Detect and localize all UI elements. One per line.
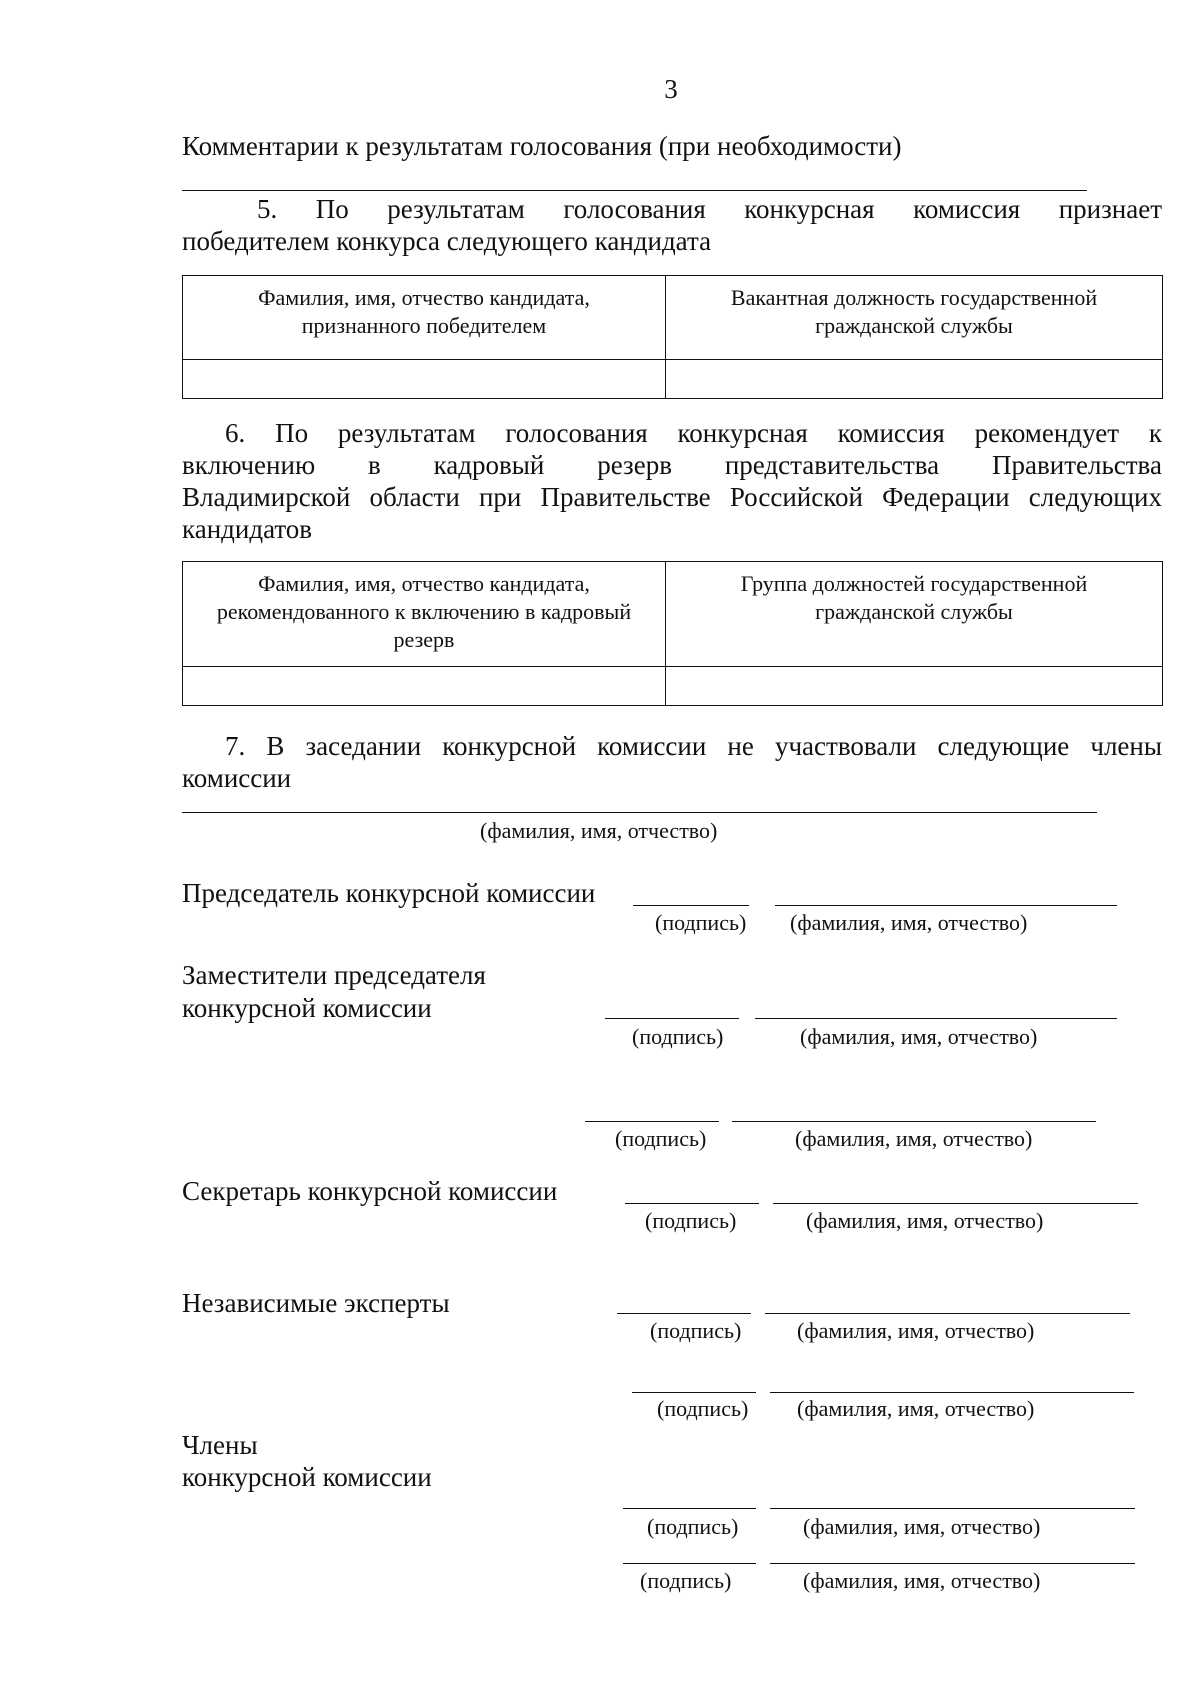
chairman-label: Председатель конкурсной комиссии	[182, 878, 596, 908]
fio-caption: (фамилия, имя, отчество)	[795, 1126, 1033, 1151]
secretary-signature-line	[625, 1203, 759, 1204]
deputy1-signature-line	[605, 1018, 739, 1019]
signature-caption: (подпись)	[650, 1318, 742, 1343]
absent-fio-caption: (фамилия, имя, отчество)	[480, 818, 718, 843]
comments-line	[182, 190, 1087, 191]
section5-line1: 5. По результатам голосования конкурсная комиссия признает	[182, 193, 1162, 225]
winner-fio-header: Фамилия, имя, отчество кандидата, признанного победителем	[183, 276, 666, 360]
member2-fio-line	[770, 1563, 1135, 1564]
signature-caption: (подпись)	[615, 1126, 707, 1151]
position-group-cell[interactable]	[666, 667, 1163, 706]
chairman-fio-line	[775, 905, 1117, 906]
position-group-header: Группа должностей государственной гражданской службы	[666, 562, 1163, 667]
deputy2-fio-line	[732, 1121, 1096, 1122]
fio-caption: (фамилия, имя, отчество)	[803, 1514, 1041, 1539]
signature-caption: (подпись)	[657, 1396, 749, 1421]
fio-caption: (фамилия, имя, отчество)	[806, 1208, 1044, 1233]
members-label-line2: конкурсной комиссии	[182, 1462, 432, 1492]
secretary-fio-line	[773, 1203, 1138, 1204]
deputies-label-line1: Заместители председателя	[182, 960, 486, 990]
reserve-table	[182, 561, 1163, 706]
member1-fio-line	[770, 1508, 1135, 1509]
fio-caption: (фамилия, имя, отчество)	[797, 1318, 1035, 1343]
member2-signature-line	[623, 1563, 756, 1564]
table-header-row	[183, 276, 1163, 360]
fio-caption: (фамилия, имя, отчество)	[803, 1568, 1041, 1593]
section6-line4: кандидатов	[182, 514, 313, 544]
deputy1-fio-line	[755, 1018, 1117, 1019]
deputy2-signature-line	[585, 1121, 719, 1122]
chairman-signature-line	[633, 905, 749, 906]
section7-line1: 7. В заседании конкурсной комиссии не участвовали следующие члены	[225, 731, 1162, 761]
vacancy-cell[interactable]	[666, 360, 1163, 399]
section6-line1: 6. По результатам голосования конкурсная комиссия рекомендует к	[182, 417, 1162, 449]
section6-line3: Владимирской области при Правительстве Российской Федерации следующих	[182, 482, 1162, 512]
comments-label: Комментарии к результатам голосования (при необходимости)	[182, 131, 902, 161]
expert2-fio-line	[770, 1392, 1134, 1393]
reserve-fio-cell[interactable]	[183, 667, 666, 706]
expert2-signature-line	[632, 1392, 756, 1393]
signature-caption: (подпись)	[645, 1208, 737, 1233]
signature-caption: (подпись)	[647, 1514, 739, 1539]
section6-number: 6.	[225, 418, 246, 448]
reserve-fio-header: Фамилия, имя, отчество кандидата, рекомендованного к включению в кадровый резерв	[183, 562, 666, 667]
section7-line2: комиссии	[182, 763, 292, 793]
table-row	[183, 360, 1163, 399]
table-header-row	[183, 562, 1163, 667]
vacancy-header: Вакантная должность государственной гражданской службы	[666, 276, 1163, 360]
table-row	[183, 667, 1163, 706]
experts-label: Независимые эксперты	[182, 1288, 450, 1318]
deputies-label-line2: конкурсной комиссии	[182, 993, 432, 1023]
winner-fio-cell[interactable]	[183, 360, 666, 399]
page-number: 3	[664, 74, 678, 104]
fio-caption: (фамилия, имя, отчество)	[797, 1396, 1035, 1421]
expert1-fio-line	[765, 1313, 1130, 1314]
fio-caption: (фамилия, имя, отчество)	[790, 910, 1028, 935]
secretary-label: Секретарь конкурсной комиссии	[182, 1176, 558, 1206]
winner-table	[182, 275, 1163, 399]
signature-caption: (подпись)	[632, 1024, 724, 1049]
section5-number: 5.	[257, 194, 278, 224]
absent-members-line	[182, 812, 1097, 813]
members-label-line1: Члены	[182, 1430, 258, 1460]
section6-line2: включению в кадровый резерв представительства Правительства	[182, 450, 1162, 480]
signature-caption: (подпись)	[640, 1568, 732, 1593]
fio-caption: (фамилия, имя, отчество)	[800, 1024, 1038, 1049]
member1-signature-line	[623, 1508, 756, 1509]
section5-line2: победителем конкурса следующего кандидата	[182, 226, 712, 256]
signature-caption: (подпись)	[655, 910, 747, 935]
expert1-signature-line	[617, 1313, 751, 1314]
